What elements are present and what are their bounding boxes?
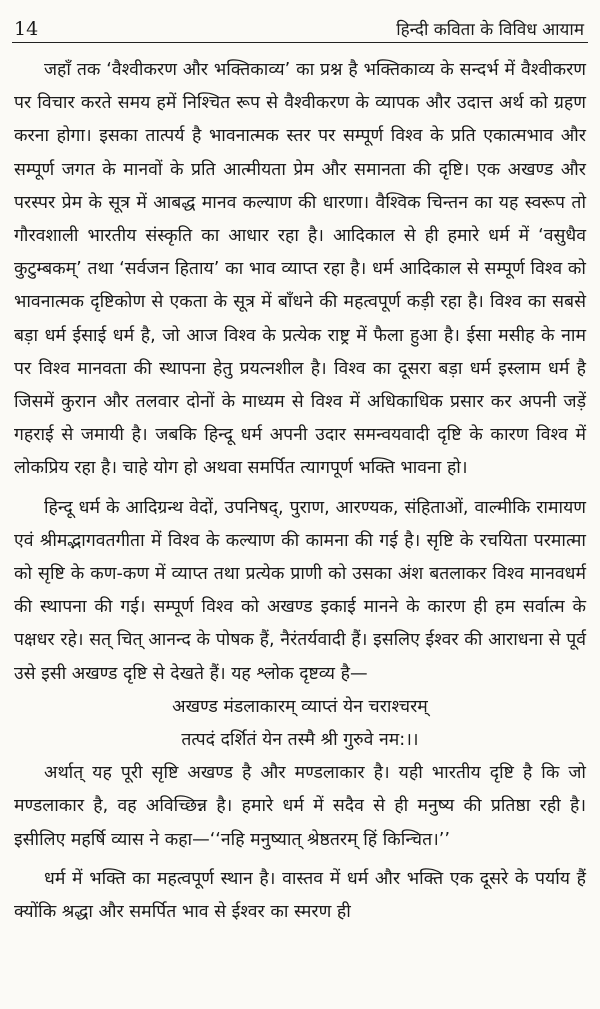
- paragraph-2: हिन्दू धर्म के आदिग्रन्थ वेदों, उपनिषद्, पुराण, आरण्यक, संहिताओं, वाल्मीकि रामायण एवं श्रीमद्भागवतगीता में विश्व के कल्याण की कामना की गई है। सृष्टि के रचयिता परमात्मा को सृष्टि के कण-कण में व्याप्त तथा प्रत्येक प्राणी को उसका अंश बतलाकर विश्व मानवधर्म की स्थापना की गई। सम्पूर्ण विश्व को अखण्ड इकाई मानने के कारण ही हम सर्वात्म के पक्षधर रहे। सत् चित् आनन्द के पोषक हैं, नैरंतर्यवादी हैं। इसलिए ईश्वर की आराधना से पूर्व उसे इसी अखण्ड दृष्टि से देखते हैं। यह श्लोक दृष्टव्य है—: [14, 497, 586, 684]
- paragraph-4: धर्म में भक्ति का महत्वपूर्ण स्थान है। वास्तव में धर्म और भक्ति एक दूसरे के पर्याय हैं क्योंकि श्रद्धा और समर्पित भाव से ईश्वर का स्मरण ही: [14, 868, 586, 923]
- paragraph-3: अर्थात् यह पूरी सृष्टि अखण्ड है और मण्डलाकार है। यही भारतीय दृष्टि है कि जो मण्डलाकार है, वह अविच्छिन्न है। हमारे धर्म में सदैव से ही मनुष्य की प्रतिष्ठा रही है। इसीलिए महर्षि व्यास ने कहा—‘‘नहि मनुष्यात् श्रेष्ठतरम् हिं किन्चित।’’: [14, 763, 586, 850]
- page-number: 14: [14, 18, 39, 40]
- verse-line-2: तत्पदं दर्शितं येन तस्मै श्री गुरुवे नम:।।: [181, 730, 419, 751]
- header-rule: [12, 42, 588, 43]
- page-body: [14, 54, 586, 929]
- page-header: [14, 10, 584, 40]
- verse-line-1: अखण्ड मंडलाकारम् व्याप्तं येन चराश्चरम्: [172, 696, 428, 717]
- paragraph-1: जहाँ तक ‘वैश्वीकरण और भक्तिकाव्य’ का प्रश्न है भक्तिकाव्य के सन्दर्भ में वैश्वीकरण पर विचार करते समय हमें निश्चित रूप से वैश्वीकरण के व्यापक और उदात्त अर्थ को ग्रहण करना होगा। इसका तात्पर्य है भावनात्मक स्तर पर सम्पूर्ण विश्व के प्रति एकात्मभाव और सम्पूर्ण जगत के मानवों के प्रति आत्मीयता प्रेम और समानता की दृष्टि। एक अखण्ड और परस्पर प्रेम के सूत्र में आबद्ध मानव कल्याण की धारणा। वैश्विक चिन्तन का यह स्वरूप तो गौरवशाली भारतीय संस्कृति का आधार रहा है। आदिकाल से ही हमारे धर्म में ‘वसुधैव कुटुम्बकम्’ तथा ‘सर्वजन हिताय’ का भाव व्याप्त रहा है। धर्म आदिकाल से सम्पूर्ण विश्व को भावनात्मक दृष्टिकोण से एकता के सूत्र में बाँधने की महत्वपूर्ण कड़ी रहा है। विश्व का सबसे बड़ा धर्म ईसाई धर्म है, जो आज विश्व के प्रत्येक राष्ट्र में फैला हुआ है। ईसा मसीह के नाम पर विश्व मानवता की स्थापना हेतु प्रयत्नशील है। विश्व का दूसरा बड़ा धर्म इस्लाम धर्म है जिसमें कुरान और तलवार दोनों के माध्यम से विश्व में अधिकाधिक प्रसार कर अपनी जड़ें गहराई से जमायी है। जबकि हिन्दू धर्म अपनी उदार समन्वयवादी दृष्टि के कारण विश्व में लोकप्रिय रहा है। चाहे योग हो अथवा समर्पित त्यागपूर्ण भक्ति भावना हो।: [14, 60, 586, 479]
- running-title: हिन्दी कविता के विविध आयाम: [396, 20, 584, 40]
